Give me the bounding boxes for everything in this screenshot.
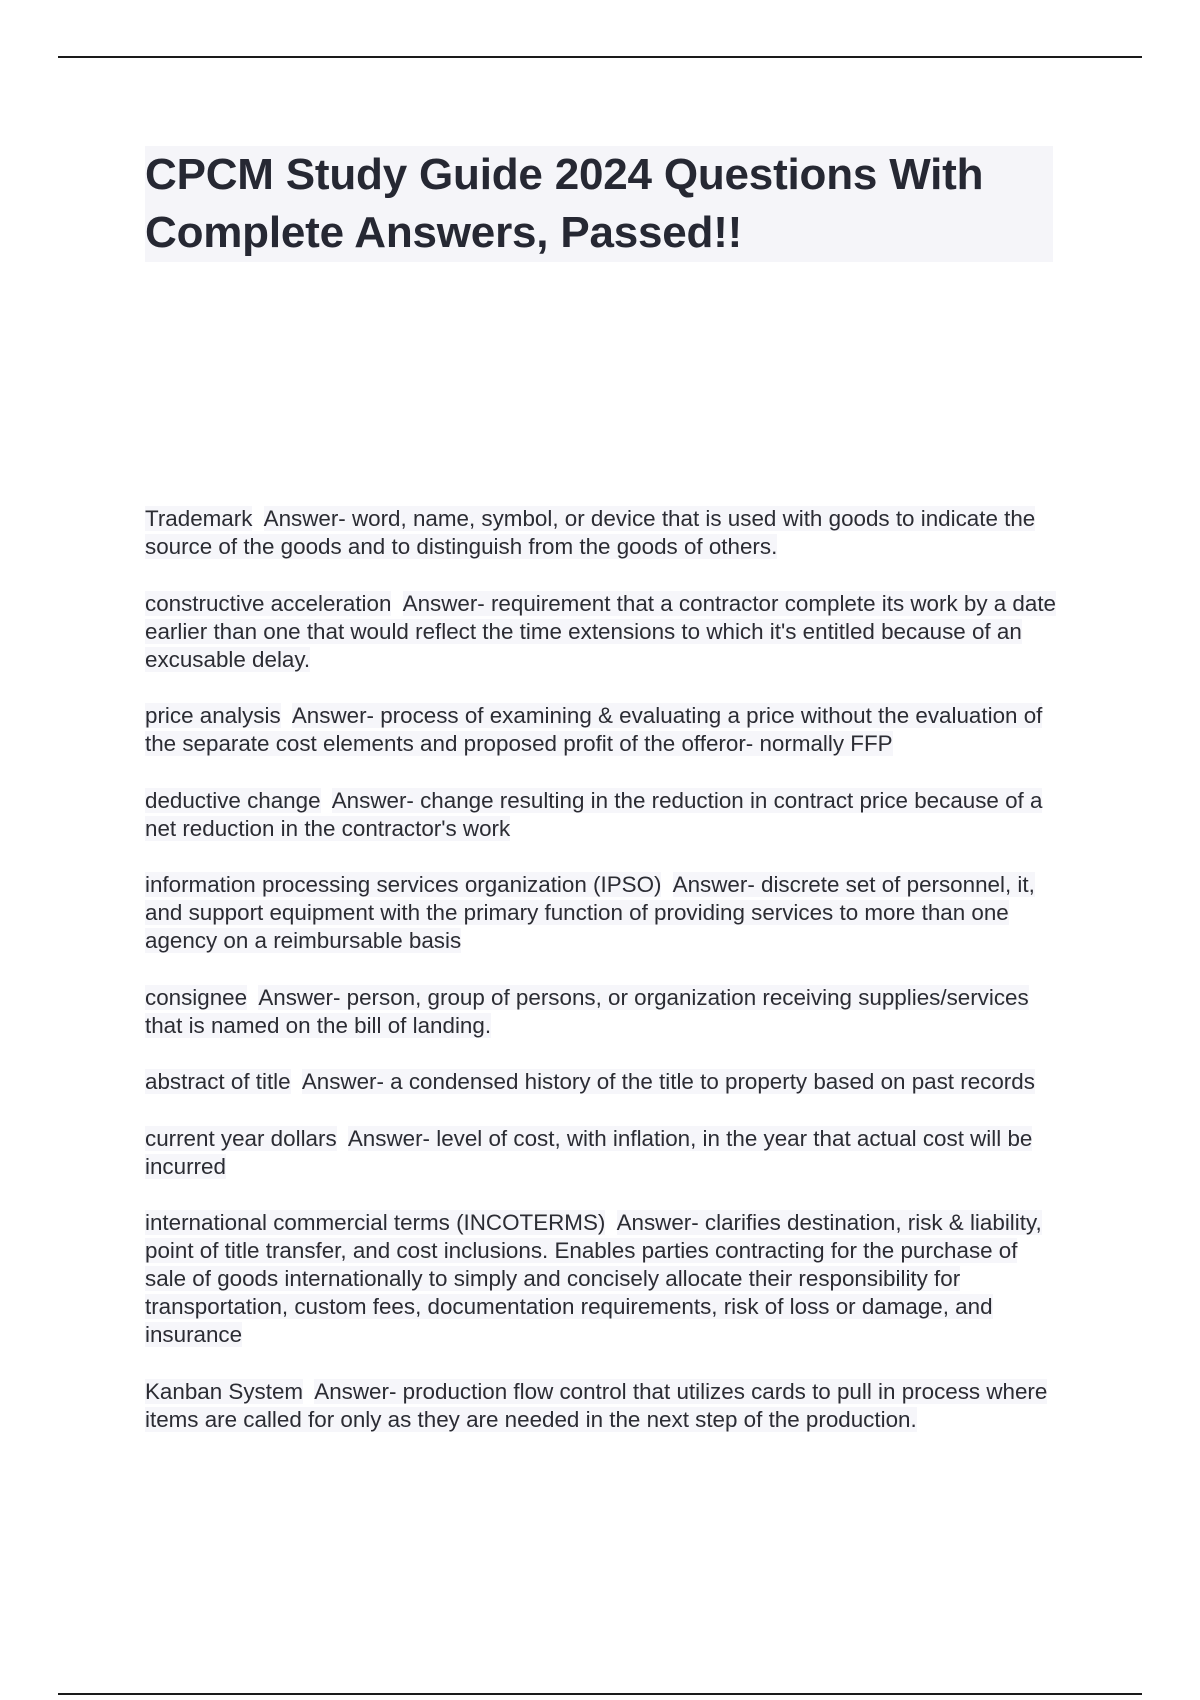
entry-term: international commercial terms (INCOTERMS) bbox=[145, 1210, 606, 1235]
entry-answer: Answer- level of cost, with inflation, in the year that actual cost will be incurred bbox=[145, 1125, 1033, 1179]
entry-list bbox=[145, 505, 1060, 1462]
entry-answer: Answer- discrete set of personnel, it, and support equipment with the primary function of providing services to more than one agency on a reimbursable basis bbox=[145, 872, 1035, 953]
entry-term: consignee bbox=[145, 984, 248, 1010]
entry-constructive-acceleration bbox=[145, 590, 1060, 674]
entry-abstract-of-title bbox=[145, 1068, 1060, 1096]
entry-kanban-system bbox=[145, 1378, 1060, 1434]
entry-answer: Answer- word, name, symbol, or device that is used with goods to indicate the source of the goods and to distinguish from the goods of others. bbox=[145, 506, 1036, 559]
entry-answer: Answer- requirement that a contractor complete its work by a date earlier than one that would reflect the time extensions to which it's entitled because of an excusable delay. bbox=[145, 590, 1056, 672]
entry-term: constructive acceleration bbox=[145, 590, 392, 616]
bottom-rule bbox=[58, 1693, 1142, 1695]
entry-term: abstract of title bbox=[145, 1069, 291, 1094]
entry-trademark bbox=[145, 505, 1060, 561]
entry-incoterms bbox=[145, 1209, 1060, 1349]
entry-price-analysis bbox=[145, 702, 1060, 758]
entry-term: price analysis bbox=[145, 703, 281, 728]
entry-consignee bbox=[145, 984, 1060, 1040]
entry-deductive-change bbox=[145, 787, 1060, 843]
entry-answer: Answer- a condensed history of the title to property based on past records bbox=[301, 1069, 1035, 1094]
entry-term: information processing services organization (IPSO) bbox=[145, 872, 662, 897]
entry-answer: Answer- person, group of persons, or organization receiving supplies/services that is named on the bill of landing. bbox=[145, 984, 1029, 1038]
entry-ipso bbox=[145, 871, 1060, 955]
entry-term: Kanban System bbox=[145, 1378, 304, 1404]
entry-answer: Answer- clarifies destination, risk & liability, point of title transfer, and cost inclusions. Enables parties contracting for the purchase of sale of goods internationally to simply and concisely allocate their responsibility for transportation, custom fees, documentation requirements, risk of loss or damage, and insurance bbox=[145, 1210, 1042, 1347]
entry-answer: Answer- change resulting in the reduction in contract price because of a net reduction in the contractor's work bbox=[145, 787, 1043, 841]
entry-term: deductive change bbox=[145, 787, 321, 813]
entry-term: current year dollars bbox=[145, 1125, 337, 1151]
title-block bbox=[145, 146, 1053, 262]
entry-answer: Answer- production flow control that utilizes cards to pull in process where items are called for only as they are needed in the next step of the production. bbox=[145, 1378, 1048, 1432]
document-title: CPCM Study Guide 2024 Questions With Complete Answers, Passed!! bbox=[145, 150, 984, 257]
entry-term: Trademark bbox=[145, 506, 253, 531]
entry-current-year-dollars bbox=[145, 1125, 1060, 1181]
top-rule bbox=[58, 56, 1142, 58]
entry-answer: Answer- process of examining & evaluating a price without the evaluation of the separate cost elements and proposed profit of the offeror- normally FFP bbox=[145, 703, 1043, 756]
